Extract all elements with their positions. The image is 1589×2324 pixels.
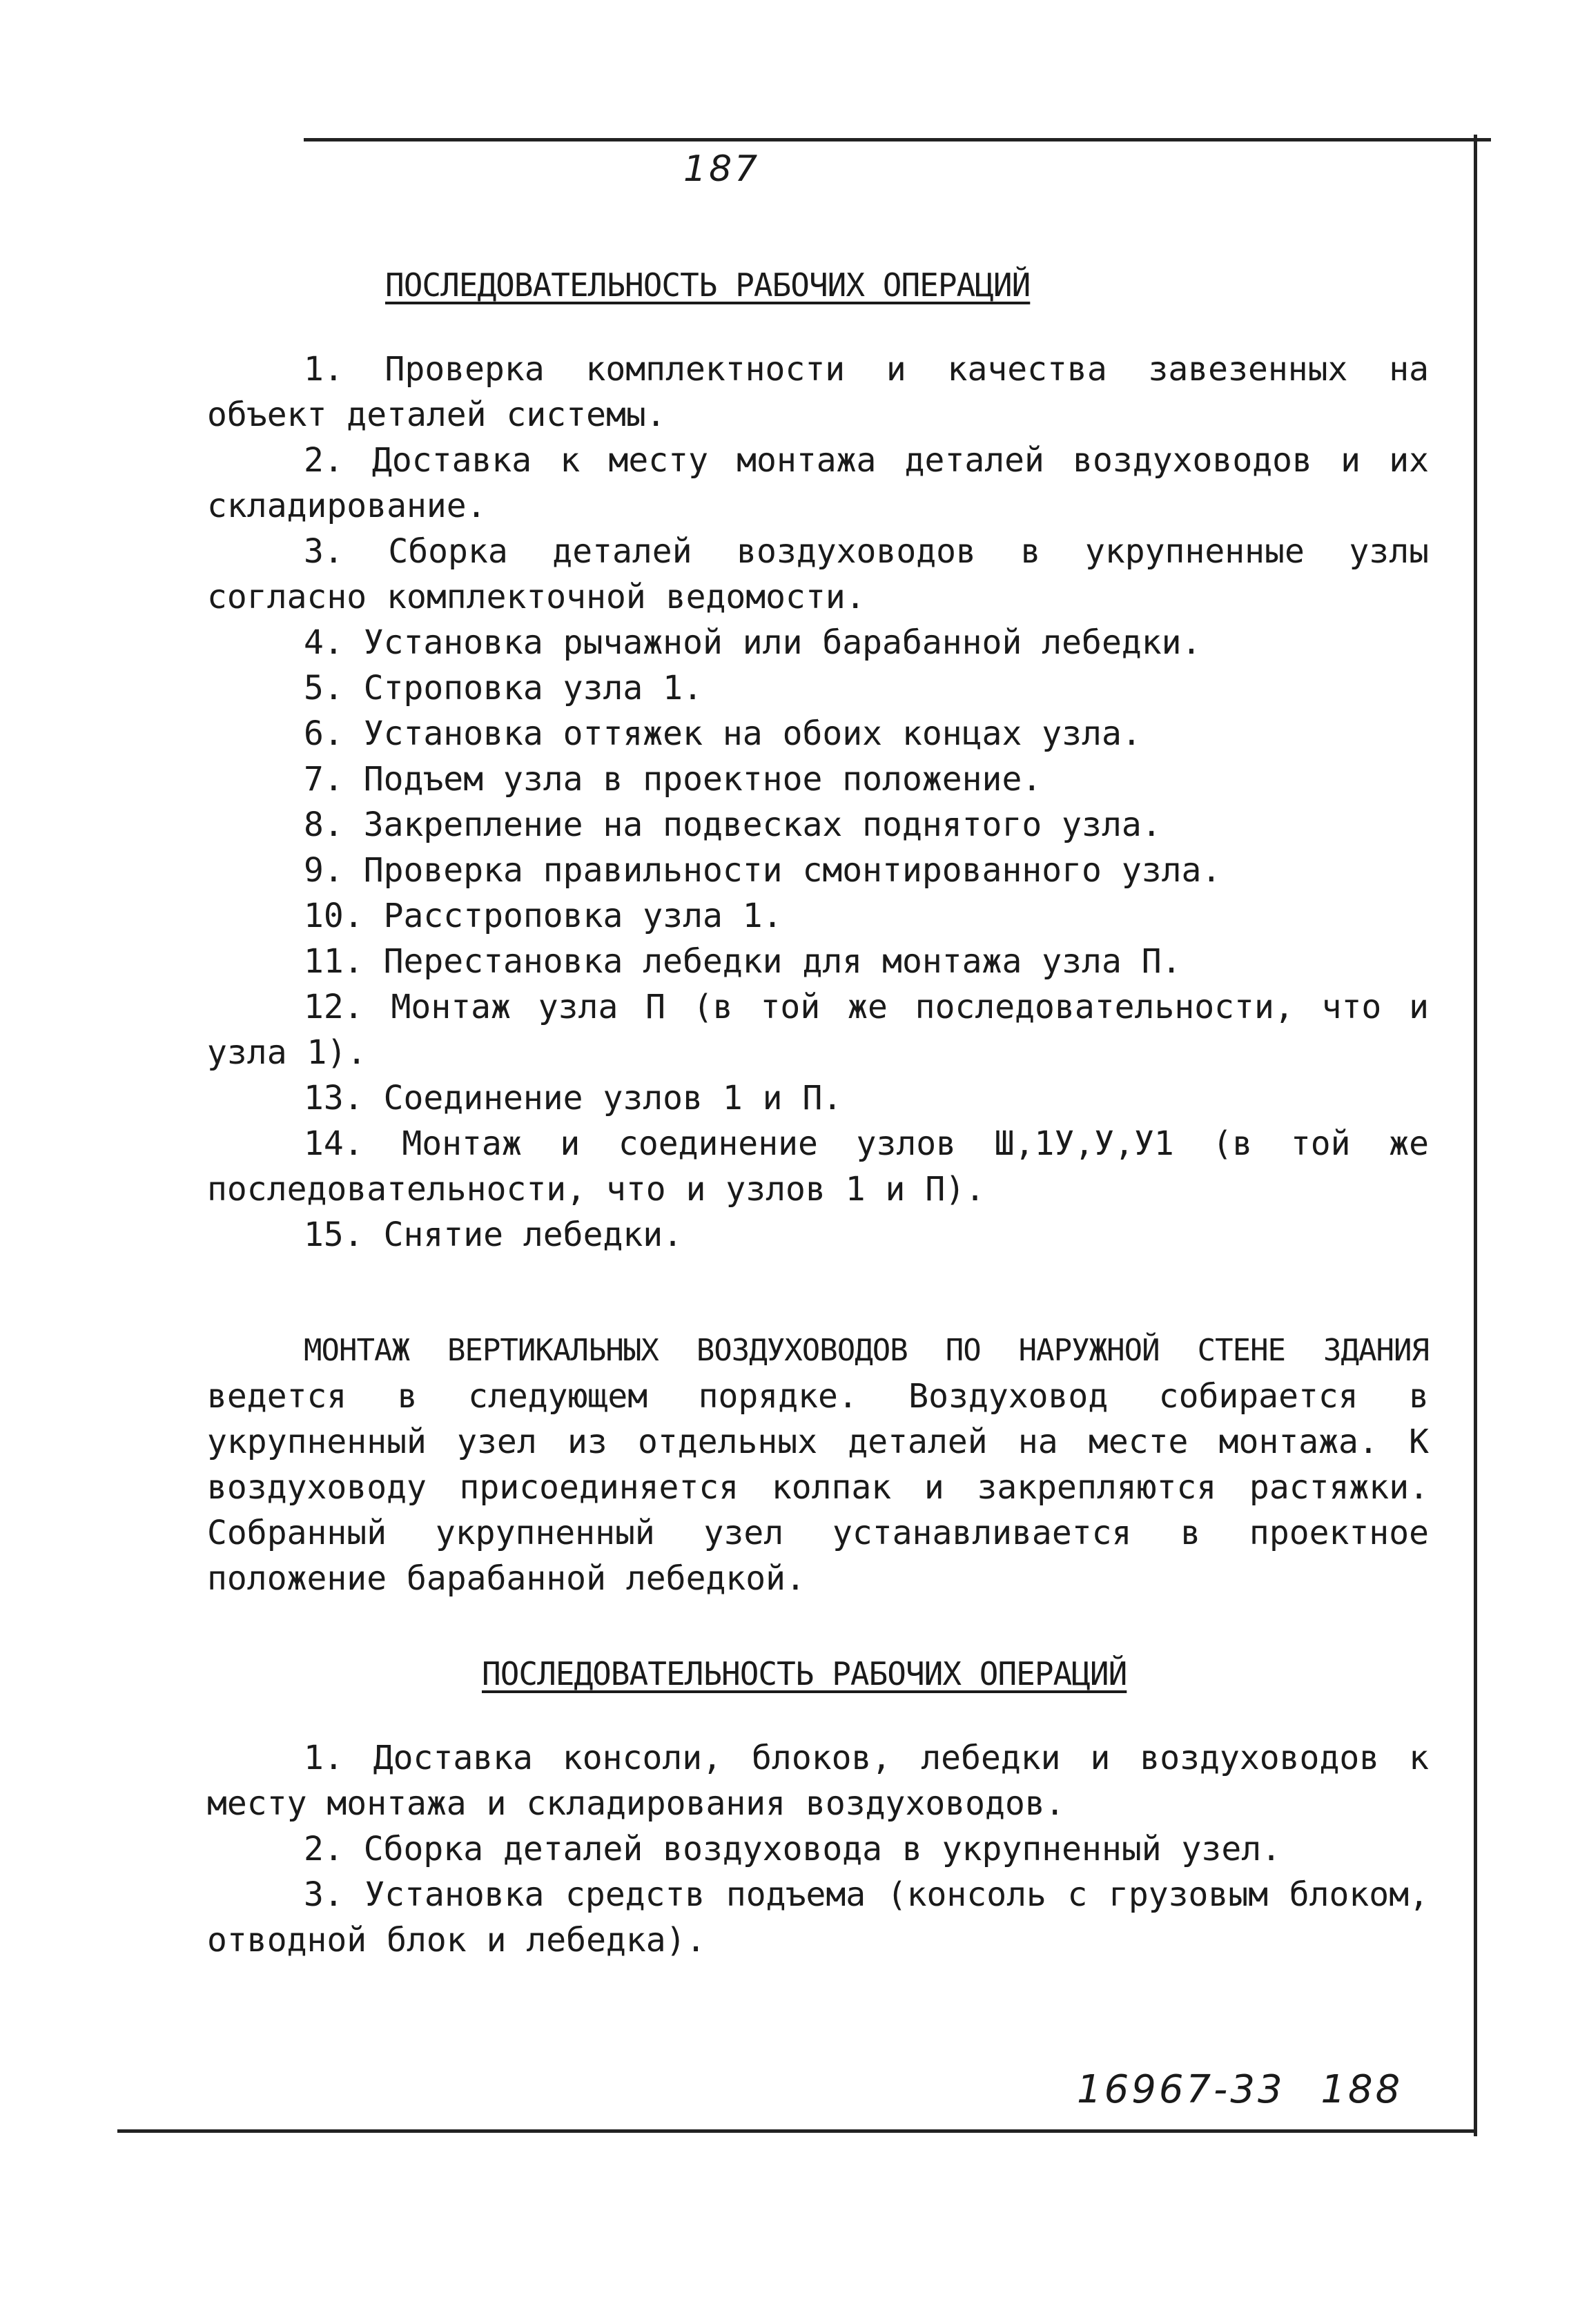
- list-item: 3. Сборка деталей воздуховодов в укрупненные узлы согласно комплекточной ведомости.: [207, 532, 1429, 616]
- list-item: 10. Расстроповка узла 1.: [304, 897, 783, 935]
- list-item: 12. Монтаж узла П (в той же последовательности, что и узла 1).: [207, 988, 1429, 1072]
- document-body: [207, 262, 1429, 1963]
- list-item: 11. Перестановка лебедки для монтажа узла П.: [304, 942, 1182, 981]
- paragraph-caps-lead: МОНТАЖ ВЕРТИКАЛЬНЫХ ВОЗДУХОВОДОВ ПО НАРУЖНОЙ СТЕНЕ ЗДАНИЯ: [304, 1333, 1429, 1368]
- list-item: 2. Сборка деталей воздуховода в укрупненный узел.: [304, 1830, 1282, 1868]
- list-item: 2. Доставка к месту монтажа деталей воздуховодов и их складирование.: [207, 441, 1429, 525]
- list-item: 1. Доставка консоли, блоков, лебедки и воздуховодов к месту монтажа и складирования воздуховодов.: [207, 1739, 1429, 1823]
- section-2-list: [207, 1735, 1429, 1963]
- section-1-heading: ПОСЛЕДОВАТЕЛЬНОСТЬ РАБОЧИХ ОПЕРАЦИЙ: [385, 266, 1031, 304]
- section-1-list: [207, 346, 1429, 1258]
- list-item: 15. Снятие лебедки.: [304, 1215, 683, 1254]
- list-item: 7. Подъем узла в проектное положение.: [304, 760, 1042, 799]
- section-2-heading: ПОСЛЕДОВАТЕЛЬНОСТЬ РАБОЧИХ ОПЕРАЦИЙ: [482, 1655, 1127, 1692]
- paragraph-text: ведется в следующем порядке. Воздуховод собирается в укрупненный узел из отдельных деталей на месте монтажа. К воздуховоду присоединяется колпак и закрепляются растяжки. Собранный укрупненный узел устанавливается в проектное положение барабанной лебедкой.: [207, 1377, 1429, 1598]
- list-item: 4. Установка рычажной или барабанной лебедки.: [304, 623, 1202, 662]
- frame-right-line: [1474, 135, 1477, 2136]
- list-item: 8. Закрепление на подвесках поднятого узла.: [304, 805, 1162, 844]
- installation-paragraph: [207, 1327, 1429, 1601]
- list-item: 9. Проверка правильности смонтированного узла.: [304, 851, 1222, 890]
- list-item: 5. Строповка узла 1.: [304, 669, 703, 707]
- frame-bottom-line: [117, 2129, 1477, 2133]
- list-item: 13. Соединение узлов 1 и П.: [304, 1079, 843, 1117]
- list-item: 1. Проверка комплектности и качества завезенных на объект деталей системы.: [207, 350, 1429, 434]
- frame-top-line: [304, 138, 1491, 141]
- page-number: 187: [683, 148, 761, 190]
- list-item: 3. Установка средств подъема (консоль с грузовым блоком, отводной блок и лебедка).: [207, 1875, 1429, 1960]
- list-item: 14. Монтаж и соединение узлов Ш,1У,У,У1 (в той же последовательности, что и узлов 1 и П).: [207, 1124, 1429, 1209]
- document-code: 16967-33 188: [1077, 2067, 1403, 2112]
- list-item: 6. Установка оттяжек на обоих концах узла.: [304, 714, 1142, 753]
